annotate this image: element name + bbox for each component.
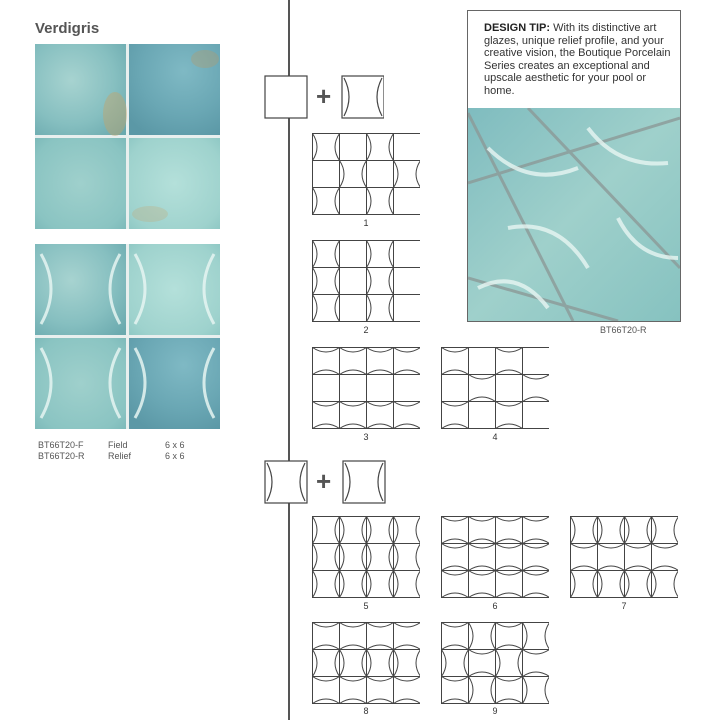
pattern-label-6: 6: [492, 601, 498, 611]
photo-product-code: BT66T20-R: [600, 325, 647, 335]
relief-tile-swatch: [35, 244, 220, 429]
pattern-grid-6: [441, 516, 549, 598]
pattern-label-9: 9: [492, 706, 498, 716]
plus-sign: +: [316, 466, 332, 496]
design-tip-text: [484, 22, 674, 97]
pattern-grid-2: [312, 240, 420, 322]
pattern-grid-1: [312, 133, 420, 215]
pattern-label-2: 2: [363, 325, 369, 335]
pattern-label-7: 7: [621, 601, 627, 611]
product-code: BT66T20-F: [38, 440, 84, 450]
field-tile-icon: [265, 76, 307, 118]
pattern-label-5: 5: [363, 601, 369, 611]
design-tip-body: With its distinctive art glazes, unique relief profile, and your creative vision, the Boutique Porcelain Series creates an exceptional and upscale aesthetic for your pool or home.: [484, 22, 671, 97]
relief-tile-photo: [468, 108, 680, 321]
collection-title: Verdigris: [35, 20, 100, 37]
design-tip-box: [467, 10, 681, 322]
pattern-grid-4: [441, 347, 549, 429]
pattern-label-3: 3: [363, 432, 369, 442]
pattern-grid-3: [312, 347, 420, 429]
product-type: Field: [108, 440, 128, 450]
product-code: BT66T20-R: [38, 451, 85, 461]
pattern-label-1: 1: [363, 218, 369, 228]
relief-tile-icon: [343, 461, 385, 503]
relief-tile-icon: [265, 461, 307, 503]
product-type: Relief: [108, 451, 132, 461]
pattern-grid-9: [441, 622, 549, 704]
product-size: 6 x 6: [165, 451, 185, 461]
product-row: [38, 451, 185, 462]
product-size: 6 x 6: [165, 440, 185, 450]
pattern-grid-8: [312, 622, 420, 704]
relief-tile-icon: [342, 76, 384, 118]
field-tile-swatch: [35, 44, 220, 229]
product-row: [38, 440, 185, 451]
plus-sign: +: [316, 81, 332, 111]
pattern-label-8: 8: [363, 706, 369, 716]
pattern-label-4: 4: [492, 432, 498, 442]
design-tip-heading: DESIGN TIP:: [484, 22, 551, 34]
pattern-grid-5: [312, 516, 420, 598]
product-codes: [38, 440, 185, 462]
pattern-grid-7: [570, 516, 678, 598]
